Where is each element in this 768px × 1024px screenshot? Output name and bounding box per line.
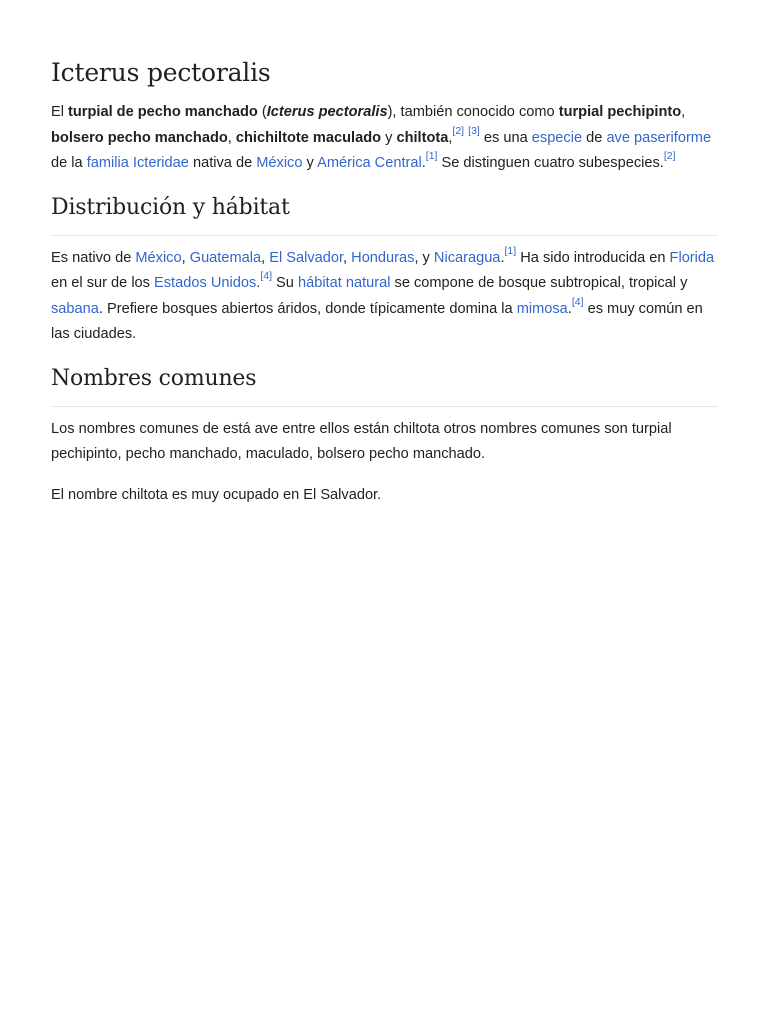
article <box>51 0 718 508</box>
bold-alt-name: chiltota <box>396 129 449 146</box>
reference-link[interactable]: [4] <box>571 295 584 308</box>
link-honduras[interactable]: Honduras <box>351 249 415 266</box>
section-heading-distribucion: Distribución y hábitat <box>51 193 718 236</box>
distribution-paragraph: Es nativo de México, Guatemala, El Salvador, Honduras, y Nicaragua.[1] Ha sido introducida en Florida en el sur de los Estados Unidos.[4] Su hábitat natural se compone de bosque subtropical, tropical y sabana. Prefiere bosques abiertos áridos, donde típicamente domina la mimosa.[4] es muy común en las ciudades. <box>51 244 715 342</box>
names-paragraph: El nombre chiltota es muy ocupado en El Salvador. <box>51 486 382 503</box>
link-el-salvador[interactable]: El Salvador <box>269 249 344 266</box>
link-guatemala[interactable]: Guatemala <box>189 249 262 266</box>
reference-link[interactable]: [2] <box>663 150 676 163</box>
link-mexico[interactable]: México <box>135 249 182 266</box>
link-mexico[interactable]: México <box>256 155 303 171</box>
link-estados-unidos[interactable]: Estados Unidos <box>154 275 257 291</box>
page-title: Icterus pectoralis <box>51 58 271 87</box>
reference-link[interactable]: [1] <box>425 150 438 163</box>
link-especie[interactable]: especie <box>531 129 583 146</box>
bold-alt-name: bolsero pecho manchado <box>51 129 228 146</box>
link-mimosa[interactable]: mimosa <box>516 300 568 317</box>
link-sabana[interactable]: sabana <box>51 300 99 317</box>
reference-link[interactable]: [2] <box>452 124 465 137</box>
section-heading-nombres: Nombres comunes <box>51 364 718 407</box>
link-ave-paseriforme[interactable]: ave paseriforme <box>606 129 712 146</box>
bold-common-name: turpial de pecho manchado <box>68 104 258 120</box>
names-paragraph: Los nombres comunes de está ave entre ellos están chiltota otros nombres comunes son turpial pechipinto, pecho manchado, maculado, bolsero pecho manchado. <box>51 420 672 462</box>
reference-link[interactable]: [3] <box>468 124 480 137</box>
link-habitat-natural[interactable]: hábitat natural <box>297 275 391 291</box>
scientific-name: Icterus pectoralis <box>266 104 388 120</box>
reference-link[interactable]: [1] <box>504 244 517 257</box>
link-america-central[interactable]: América Central <box>317 155 422 171</box>
intro-paragraph: El turpial de pecho manchado (Icterus pectoralis), también conocido como turpial pechipinto, bolsero pecho manchado, chichiltote maculado y chiltota,[2] [3] es una especie de ave paseriforme de la familia Icteridae nativa de México y América Central.[1] Se distinguen cuatro subespecies.[2] <box>51 104 712 171</box>
reference-link[interactable]: [4] <box>260 270 272 283</box>
link-nicaragua[interactable]: Nicaragua <box>433 249 501 266</box>
bold-alt-name: chichiltote maculado <box>235 129 382 146</box>
bold-alt-name: turpial pechipinto <box>558 104 682 120</box>
link-florida[interactable]: Florida <box>669 249 715 266</box>
link-familia-icteridae[interactable]: familia Icteridae <box>86 155 189 171</box>
